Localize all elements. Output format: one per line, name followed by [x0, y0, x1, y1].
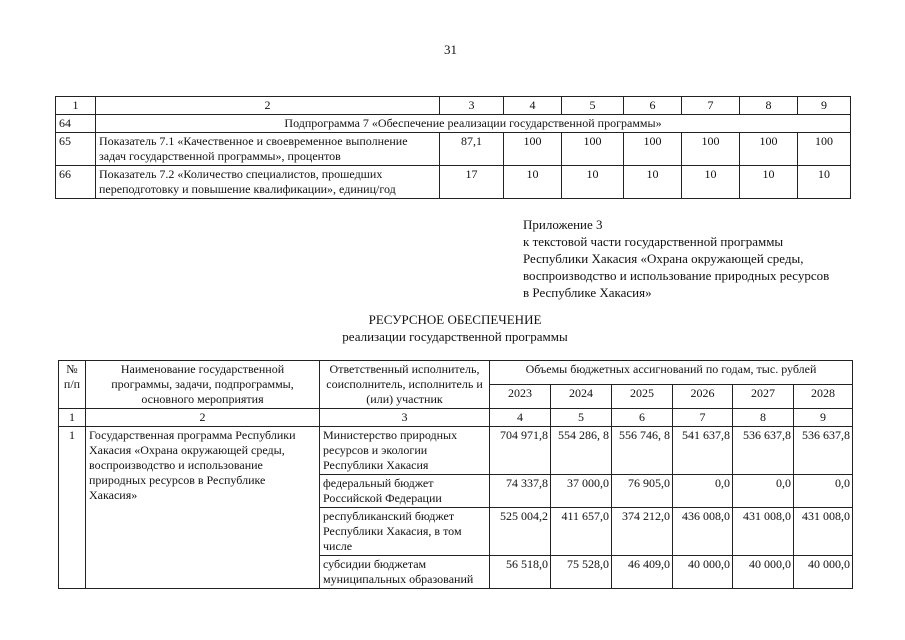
- value-cell: 431 008,0: [794, 508, 853, 556]
- executor-cell: Министерство природных ресурсов и экологии Республики Хакасия: [320, 427, 490, 475]
- value-cell: 556 746, 8: [612, 427, 673, 475]
- year-cell: 2027: [733, 385, 794, 409]
- document-subtitle: реализации государственной программы: [342, 329, 568, 344]
- header-name: Наименование государственной программы, задачи, подпрограммы, основного мероприятия: [86, 361, 320, 409]
- row-number: 65: [56, 133, 96, 166]
- year-cell: 2024: [551, 385, 612, 409]
- year-cell: 2028: [794, 385, 853, 409]
- year-cell: 2026: [673, 385, 733, 409]
- value-cell: 554 286, 8: [551, 427, 612, 475]
- program-name: Государственная программа Республики Хакасия «Охрана окружающей среды, воспроизводство и использование природных ресурсов в Республике Хакасия»: [86, 427, 320, 589]
- value-cell: 40 000,0: [673, 556, 733, 589]
- value-cell: 100: [682, 133, 740, 166]
- indicators-table: [55, 96, 851, 199]
- appendix-line: Республики Хакасия «Охрана окружающей среды,: [523, 251, 804, 266]
- index-cell: 5: [551, 409, 612, 427]
- header-cell: 9: [798, 97, 851, 115]
- executor-cell: федеральный бюджет Российской Федерации: [320, 475, 490, 508]
- value-cell: 431 008,0: [733, 508, 794, 556]
- value-cell: 40 000,0: [794, 556, 853, 589]
- index-row: [59, 409, 853, 427]
- value-cell: 536 637,8: [794, 427, 853, 475]
- index-cell: 2: [86, 409, 320, 427]
- index-cell: 3: [320, 409, 490, 427]
- appendix-line: воспроизводство и использование природных ресурсов: [523, 268, 830, 283]
- value-cell: 37 000,0: [551, 475, 612, 508]
- value-cell: 10: [624, 166, 682, 199]
- year-cell: 2023: [490, 385, 551, 409]
- value-cell: 536 637,8: [733, 427, 794, 475]
- executor-cell: субсидии бюджетам муниципальных образований: [320, 556, 490, 589]
- value-cell: 0,0: [794, 475, 853, 508]
- indicator-text: Показатель 7.2 «Количество специалистов, прошедших переподготовку и повышение квалификации», единиц/год: [96, 166, 440, 199]
- row-number: 66: [56, 166, 96, 199]
- row-number: 64: [56, 115, 96, 133]
- row-number: 1: [59, 427, 86, 589]
- value-cell: 100: [798, 133, 851, 166]
- value-cell: 411 657,0: [551, 508, 612, 556]
- value-cell: 76 905,0: [612, 475, 673, 508]
- value-cell: 374 212,0: [612, 508, 673, 556]
- header-cell: 4: [504, 97, 562, 115]
- table-header-row: [56, 97, 851, 115]
- value-cell: 40 000,0: [733, 556, 794, 589]
- value-cell: 74 337,8: [490, 475, 551, 508]
- indicator-text: Показатель 7.1 «Качественное и своевременное выполнение задач государственной программы», процентов: [96, 133, 440, 166]
- value-cell: 0,0: [673, 475, 733, 508]
- header-cell: 7: [682, 97, 740, 115]
- value-cell: 100: [504, 133, 562, 166]
- document-title: РЕСУРСНОЕ ОБЕСПЕЧЕНИЕ: [368, 312, 542, 327]
- value-cell: 10: [562, 166, 624, 199]
- index-cell: 8: [733, 409, 794, 427]
- value-cell: 100: [624, 133, 682, 166]
- year-cell: 2025: [612, 385, 673, 409]
- header-cell: 1: [56, 97, 96, 115]
- header-cell: 8: [740, 97, 798, 115]
- value-cell: 100: [562, 133, 624, 166]
- header-executor: Ответственный исполнитель, соисполнитель, исполнитель и (или) участник: [320, 361, 490, 409]
- page-number: 31: [444, 42, 457, 57]
- appendix-line: Приложение 3: [523, 217, 603, 232]
- value-cell: 436 008,0: [673, 508, 733, 556]
- index-cell: 4: [490, 409, 551, 427]
- header-num: № п/п: [59, 361, 86, 409]
- value-cell: 100: [740, 133, 798, 166]
- table-row: [56, 115, 851, 133]
- value-cell: 10: [504, 166, 562, 199]
- table-row: [56, 133, 851, 166]
- subprogram-title: Подпрограмма 7 «Обеспечение реализации государственной программы»: [96, 115, 851, 133]
- index-cell: 6: [612, 409, 673, 427]
- value-cell: 0,0: [733, 475, 794, 508]
- value-cell: 704 971,8: [490, 427, 551, 475]
- value-cell: 46 409,0: [612, 556, 673, 589]
- appendix-line: к текстовой части государственной программы: [523, 234, 784, 249]
- header-cell: 3: [440, 97, 504, 115]
- value-cell: 525 004,2: [490, 508, 551, 556]
- header-cell: 2: [96, 97, 440, 115]
- table-row: [59, 427, 853, 475]
- index-cell: 7: [673, 409, 733, 427]
- value-cell: 10: [740, 166, 798, 199]
- value-cell: 87,1: [440, 133, 504, 166]
- appendix-line: в Республике Хакасия»: [523, 285, 652, 300]
- value-cell: 17: [440, 166, 504, 199]
- header-cell: 5: [562, 97, 624, 115]
- value-cell: 56 518,0: [490, 556, 551, 589]
- header-volumes: Объемы бюджетных ассигнований по годам, тыс. рублей: [490, 361, 853, 385]
- value-cell: 10: [798, 166, 851, 199]
- header-cell: 6: [624, 97, 682, 115]
- appendix-note: [523, 216, 883, 301]
- table-row: [56, 166, 851, 199]
- value-cell: 75 528,0: [551, 556, 612, 589]
- value-cell: 10: [682, 166, 740, 199]
- index-cell: 1: [59, 409, 86, 427]
- resource-table: [58, 360, 853, 589]
- index-cell: 9: [794, 409, 853, 427]
- table-header-row: [59, 361, 853, 385]
- executor-cell: республиканский бюджет Республики Хакасия, в том числе: [320, 508, 490, 556]
- value-cell: 541 637,8: [673, 427, 733, 475]
